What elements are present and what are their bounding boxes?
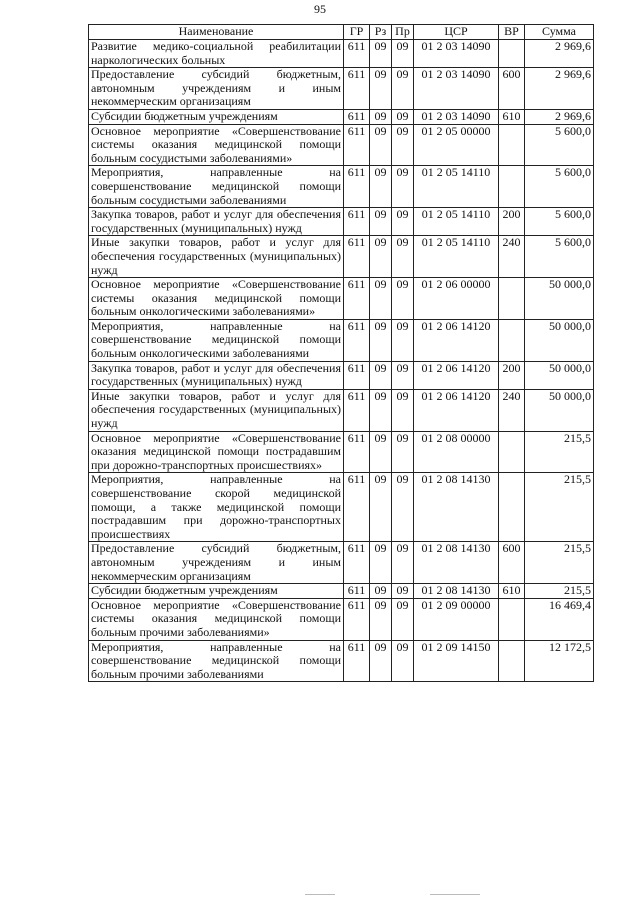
row-sum-cell: 5 600,0 — [525, 124, 594, 166]
row-rz-cell: 09 — [370, 598, 392, 640]
table-row — [89, 473, 594, 542]
row-name-cell: Предоставление субсидий бюджетным, автономным учреждениям и иным некоммерческим организациям — [89, 542, 344, 584]
row-sum-cell: 5 600,0 — [525, 166, 594, 208]
table-row — [89, 208, 594, 236]
page-number: 95 — [314, 2, 326, 16]
page-footer-marks — [0, 892, 640, 898]
row-vr-cell — [499, 598, 525, 640]
row-sum-cell: 2 969,6 — [525, 109, 594, 124]
row-sum-cell: 215,5 — [525, 431, 594, 473]
row-sum-cell: 215,5 — [525, 584, 594, 599]
table-body — [89, 40, 594, 682]
row-vr-cell: 610 — [499, 584, 525, 599]
row-name-cell: Мероприятия, направленные на совершенствование медицинской помощи больным сосудистыми заболеваниями — [89, 166, 344, 208]
row-csr-cell: 01 2 06 14120 — [414, 389, 499, 431]
row-gr-cell: 611 — [344, 542, 370, 584]
row-sum-cell: 5 600,0 — [525, 208, 594, 236]
row-vr-cell — [499, 473, 525, 542]
header-row — [89, 25, 594, 40]
table-row — [89, 361, 594, 389]
row-gr-cell: 611 — [344, 598, 370, 640]
row-sum-cell: 50 000,0 — [525, 278, 594, 320]
row-pr-cell: 09 — [392, 109, 414, 124]
row-name-cell: Мероприятия, направленные на совершенствование скорой медицинской помощи, а также медицинской помощи пострадавшим при дорожно-транспортных происшествиях — [89, 473, 344, 542]
row-rz-cell: 09 — [370, 68, 392, 110]
row-name-cell: Основное мероприятие «Совершенствование оказания медицинской помощи пострадавшим при дорожно-транспортных происшествиях» — [89, 431, 344, 473]
row-name-cell: Субсидии бюджетным учреждениям — [89, 109, 344, 124]
row-sum-cell: 215,5 — [525, 542, 594, 584]
row-pr-cell: 09 — [392, 124, 414, 166]
row-gr-cell: 611 — [344, 208, 370, 236]
row-gr-cell: 611 — [344, 319, 370, 361]
table-row — [89, 584, 594, 599]
row-vr-cell: 200 — [499, 361, 525, 389]
row-csr-cell: 01 2 05 14110 — [414, 208, 499, 236]
col-header-vr: ВР — [499, 25, 525, 40]
col-header-rz: Рз — [370, 25, 392, 40]
table-row — [89, 166, 594, 208]
row-csr-cell: 01 2 05 14110 — [414, 166, 499, 208]
row-gr-cell: 611 — [344, 236, 370, 278]
row-csr-cell: 01 2 03 14090 — [414, 109, 499, 124]
row-csr-cell: 01 2 08 00000 — [414, 431, 499, 473]
row-rz-cell: 09 — [370, 236, 392, 278]
row-csr-cell: 01 2 09 14150 — [414, 640, 499, 682]
row-pr-cell: 09 — [392, 68, 414, 110]
row-csr-cell: 01 2 09 00000 — [414, 598, 499, 640]
row-name-cell: Мероприятия, направленные на совершенствование медицинской помощи больным прочими заболеваниями — [89, 640, 344, 682]
row-gr-cell: 611 — [344, 473, 370, 542]
row-pr-cell: 09 — [392, 542, 414, 584]
row-gr-cell: 611 — [344, 431, 370, 473]
table-row — [89, 40, 594, 68]
row-sum-cell: 12 172,5 — [525, 640, 594, 682]
row-name-cell: Предоставление субсидий бюджетным, автономным учреждениям и иным некоммерческим организациям — [89, 68, 344, 110]
row-rz-cell: 09 — [370, 40, 392, 68]
table-row — [89, 598, 594, 640]
budget-table — [88, 24, 594, 682]
table-row — [89, 389, 594, 431]
row-rz-cell: 09 — [370, 640, 392, 682]
row-name-cell: Субсидии бюджетным учреждениям — [89, 584, 344, 599]
row-csr-cell: 01 2 06 14120 — [414, 361, 499, 389]
row-gr-cell: 611 — [344, 584, 370, 599]
row-csr-cell: 01 2 06 00000 — [414, 278, 499, 320]
row-gr-cell: 611 — [344, 166, 370, 208]
row-pr-cell: 09 — [392, 584, 414, 599]
table-row — [89, 431, 594, 473]
row-csr-cell: 01 2 08 14130 — [414, 542, 499, 584]
row-rz-cell: 09 — [370, 166, 392, 208]
row-sum-cell: 2 969,6 — [525, 68, 594, 110]
row-vr-cell — [499, 124, 525, 166]
col-header-csr: ЦСР — [414, 25, 499, 40]
row-rz-cell: 09 — [370, 319, 392, 361]
row-rz-cell: 09 — [370, 584, 392, 599]
row-rz-cell: 09 — [370, 542, 392, 584]
table-row — [89, 236, 594, 278]
row-rz-cell: 09 — [370, 278, 392, 320]
row-sum-cell: 16 469,4 — [525, 598, 594, 640]
row-rz-cell: 09 — [370, 109, 392, 124]
row-vr-cell — [499, 278, 525, 320]
row-gr-cell: 611 — [344, 124, 370, 166]
row-vr-cell: 240 — [499, 236, 525, 278]
row-vr-cell: 600 — [499, 542, 525, 584]
row-pr-cell: 09 — [392, 208, 414, 236]
table-row — [89, 278, 594, 320]
row-gr-cell: 611 — [344, 361, 370, 389]
row-pr-cell: 09 — [392, 473, 414, 542]
row-vr-cell: 600 — [499, 68, 525, 110]
row-sum-cell: 215,5 — [525, 473, 594, 542]
row-pr-cell: 09 — [392, 431, 414, 473]
row-rz-cell: 09 — [370, 208, 392, 236]
row-rz-cell: 09 — [370, 361, 392, 389]
row-vr-cell — [499, 40, 525, 68]
row-sum-cell: 50 000,0 — [525, 389, 594, 431]
table-row — [89, 640, 594, 682]
row-vr-cell — [499, 166, 525, 208]
row-csr-cell: 01 2 05 00000 — [414, 124, 499, 166]
row-csr-cell: 01 2 08 14130 — [414, 584, 499, 599]
row-vr-cell — [499, 319, 525, 361]
row-csr-cell: 01 2 03 14090 — [414, 40, 499, 68]
row-name-cell: Мероприятия, направленные на совершенствование медицинской помощи больным онкологическими заболеваниями — [89, 319, 344, 361]
row-pr-cell: 09 — [392, 319, 414, 361]
col-header-name: Наименование — [89, 25, 344, 40]
row-rz-cell: 09 — [370, 124, 392, 166]
row-name-cell: Основное мероприятие «Совершенствование системы оказания медицинской помощи больным сосудистыми заболеваниями» — [89, 124, 344, 166]
row-name-cell: Иные закупки товаров, работ и услуг для обеспечения государственных (муниципальных) нужд — [89, 236, 344, 278]
table-row — [89, 319, 594, 361]
row-name-cell: Основное мероприятие «Совершенствование системы оказания медицинской помощи больным онкологическими заболеваниями» — [89, 278, 344, 320]
row-name-cell: Основное мероприятие «Совершенствование системы оказания медицинской помощи больным прочими заболеваниями» — [89, 598, 344, 640]
table-row — [89, 68, 594, 110]
row-sum-cell: 5 600,0 — [525, 236, 594, 278]
row-pr-cell: 09 — [392, 236, 414, 278]
table-row — [89, 124, 594, 166]
row-gr-cell: 611 — [344, 109, 370, 124]
row-name-cell: Иные закупки товаров, работ и услуг для обеспечения государственных (муниципальных) нужд — [89, 389, 344, 431]
row-csr-cell: 01 2 06 14120 — [414, 319, 499, 361]
row-sum-cell: 50 000,0 — [525, 319, 594, 361]
row-pr-cell: 09 — [392, 361, 414, 389]
row-gr-cell: 611 — [344, 640, 370, 682]
row-gr-cell: 611 — [344, 278, 370, 320]
row-name-cell: Развитие медико-социальной реабилитации наркологических больных — [89, 40, 344, 68]
row-pr-cell: 09 — [392, 278, 414, 320]
row-vr-cell: 610 — [499, 109, 525, 124]
row-vr-cell: 240 — [499, 389, 525, 431]
row-rz-cell: 09 — [370, 431, 392, 473]
row-sum-cell: 2 969,6 — [525, 40, 594, 68]
row-vr-cell — [499, 431, 525, 473]
row-csr-cell: 01 2 08 14130 — [414, 473, 499, 542]
row-name-cell: Закупка товаров, работ и услуг для обеспечения государственных (муниципальных) нужд — [89, 208, 344, 236]
row-csr-cell: 01 2 03 14090 — [414, 68, 499, 110]
row-rz-cell: 09 — [370, 389, 392, 431]
row-pr-cell: 09 — [392, 166, 414, 208]
row-gr-cell: 611 — [344, 68, 370, 110]
table-row — [89, 109, 594, 124]
col-header-sum: Сумма — [525, 25, 594, 40]
row-pr-cell: 09 — [392, 598, 414, 640]
col-header-pr: Пр — [392, 25, 414, 40]
table-row — [89, 542, 594, 584]
row-vr-cell: 200 — [499, 208, 525, 236]
row-pr-cell: 09 — [392, 40, 414, 68]
row-vr-cell — [499, 640, 525, 682]
row-csr-cell: 01 2 05 14110 — [414, 236, 499, 278]
row-pr-cell: 09 — [392, 640, 414, 682]
row-pr-cell: 09 — [392, 389, 414, 431]
row-gr-cell: 611 — [344, 40, 370, 68]
row-gr-cell: 611 — [344, 389, 370, 431]
row-sum-cell: 50 000,0 — [525, 361, 594, 389]
col-header-gr: ГР — [344, 25, 370, 40]
row-name-cell: Закупка товаров, работ и услуг для обеспечения государственных (муниципальных) нужд — [89, 361, 344, 389]
row-rz-cell: 09 — [370, 473, 392, 542]
